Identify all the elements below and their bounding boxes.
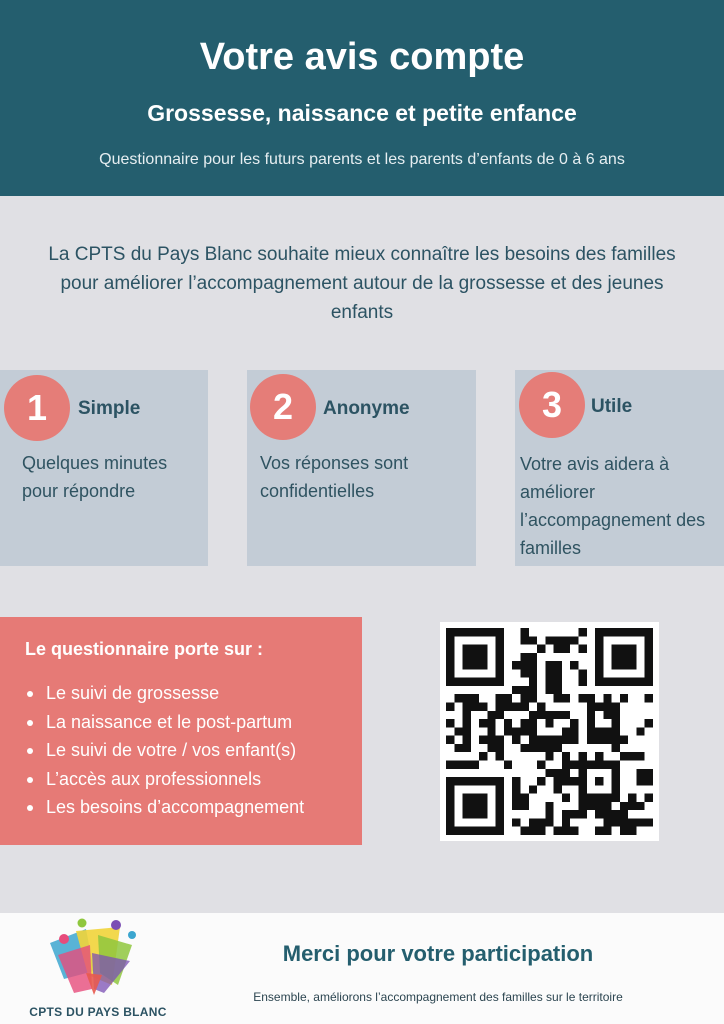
feature-card-simple [0,370,208,566]
list-item: La naissance et le post-partum [0,708,304,737]
list-item: Le suivi de votre / vos enfant(s) [0,736,304,765]
page-subtitle: Grossesse, naissance et petite enfance [147,100,577,126]
number-badge: 3 [519,372,585,438]
card-label: Utile [591,396,633,417]
cpts-logo [28,915,168,1022]
card-label: Simple [78,398,141,419]
list-item: Le suivi de grossesse [0,679,304,708]
card-description: Vos réponses sont confidentielles [260,453,409,501]
header-banner [0,0,724,196]
topics-heading: Le questionnaire porte sur : [25,639,264,659]
card-label: Anonyme [323,398,410,419]
intro-text: La CPTS du Pays Blanc souhaite mieux connaître les besoins des familles pour améliorer l’accompagnement autour de la grossesse et des jeunes enfants [48,244,676,323]
feature-card-anonyme [247,370,476,566]
list-item: L’accès aux professionnels [0,765,304,794]
page-title: Votre avis compte [199,36,525,78]
topics-list [0,679,304,822]
tagline: Ensemble, améliorons l’accompagnement des familles sur le territoire [253,990,623,1004]
number-badge: 1 [4,375,70,441]
topics-box [0,617,362,845]
list-item: Les besoins d’accompagnement [0,793,304,822]
logo-icon [28,915,168,1005]
number-badge: 2 [250,374,316,440]
logo-text: CPTS DU PAYS BLANC [29,1005,167,1019]
footer [0,913,724,1024]
card-description: Votre avis aidera à améliorer l’accompagnement des familles [520,454,706,558]
feature-card-utile [515,370,724,566]
thanks-heading: Merci pour votre participation [282,941,594,966]
card-description: Quelques minutes pour répondre [22,453,168,501]
qr-code[interactable] [440,622,659,841]
qr-code-graphic [446,628,653,835]
audience-line: Questionnaire pour les futurs parents et les parents d’enfants de 0 à 6 ans [99,151,625,168]
